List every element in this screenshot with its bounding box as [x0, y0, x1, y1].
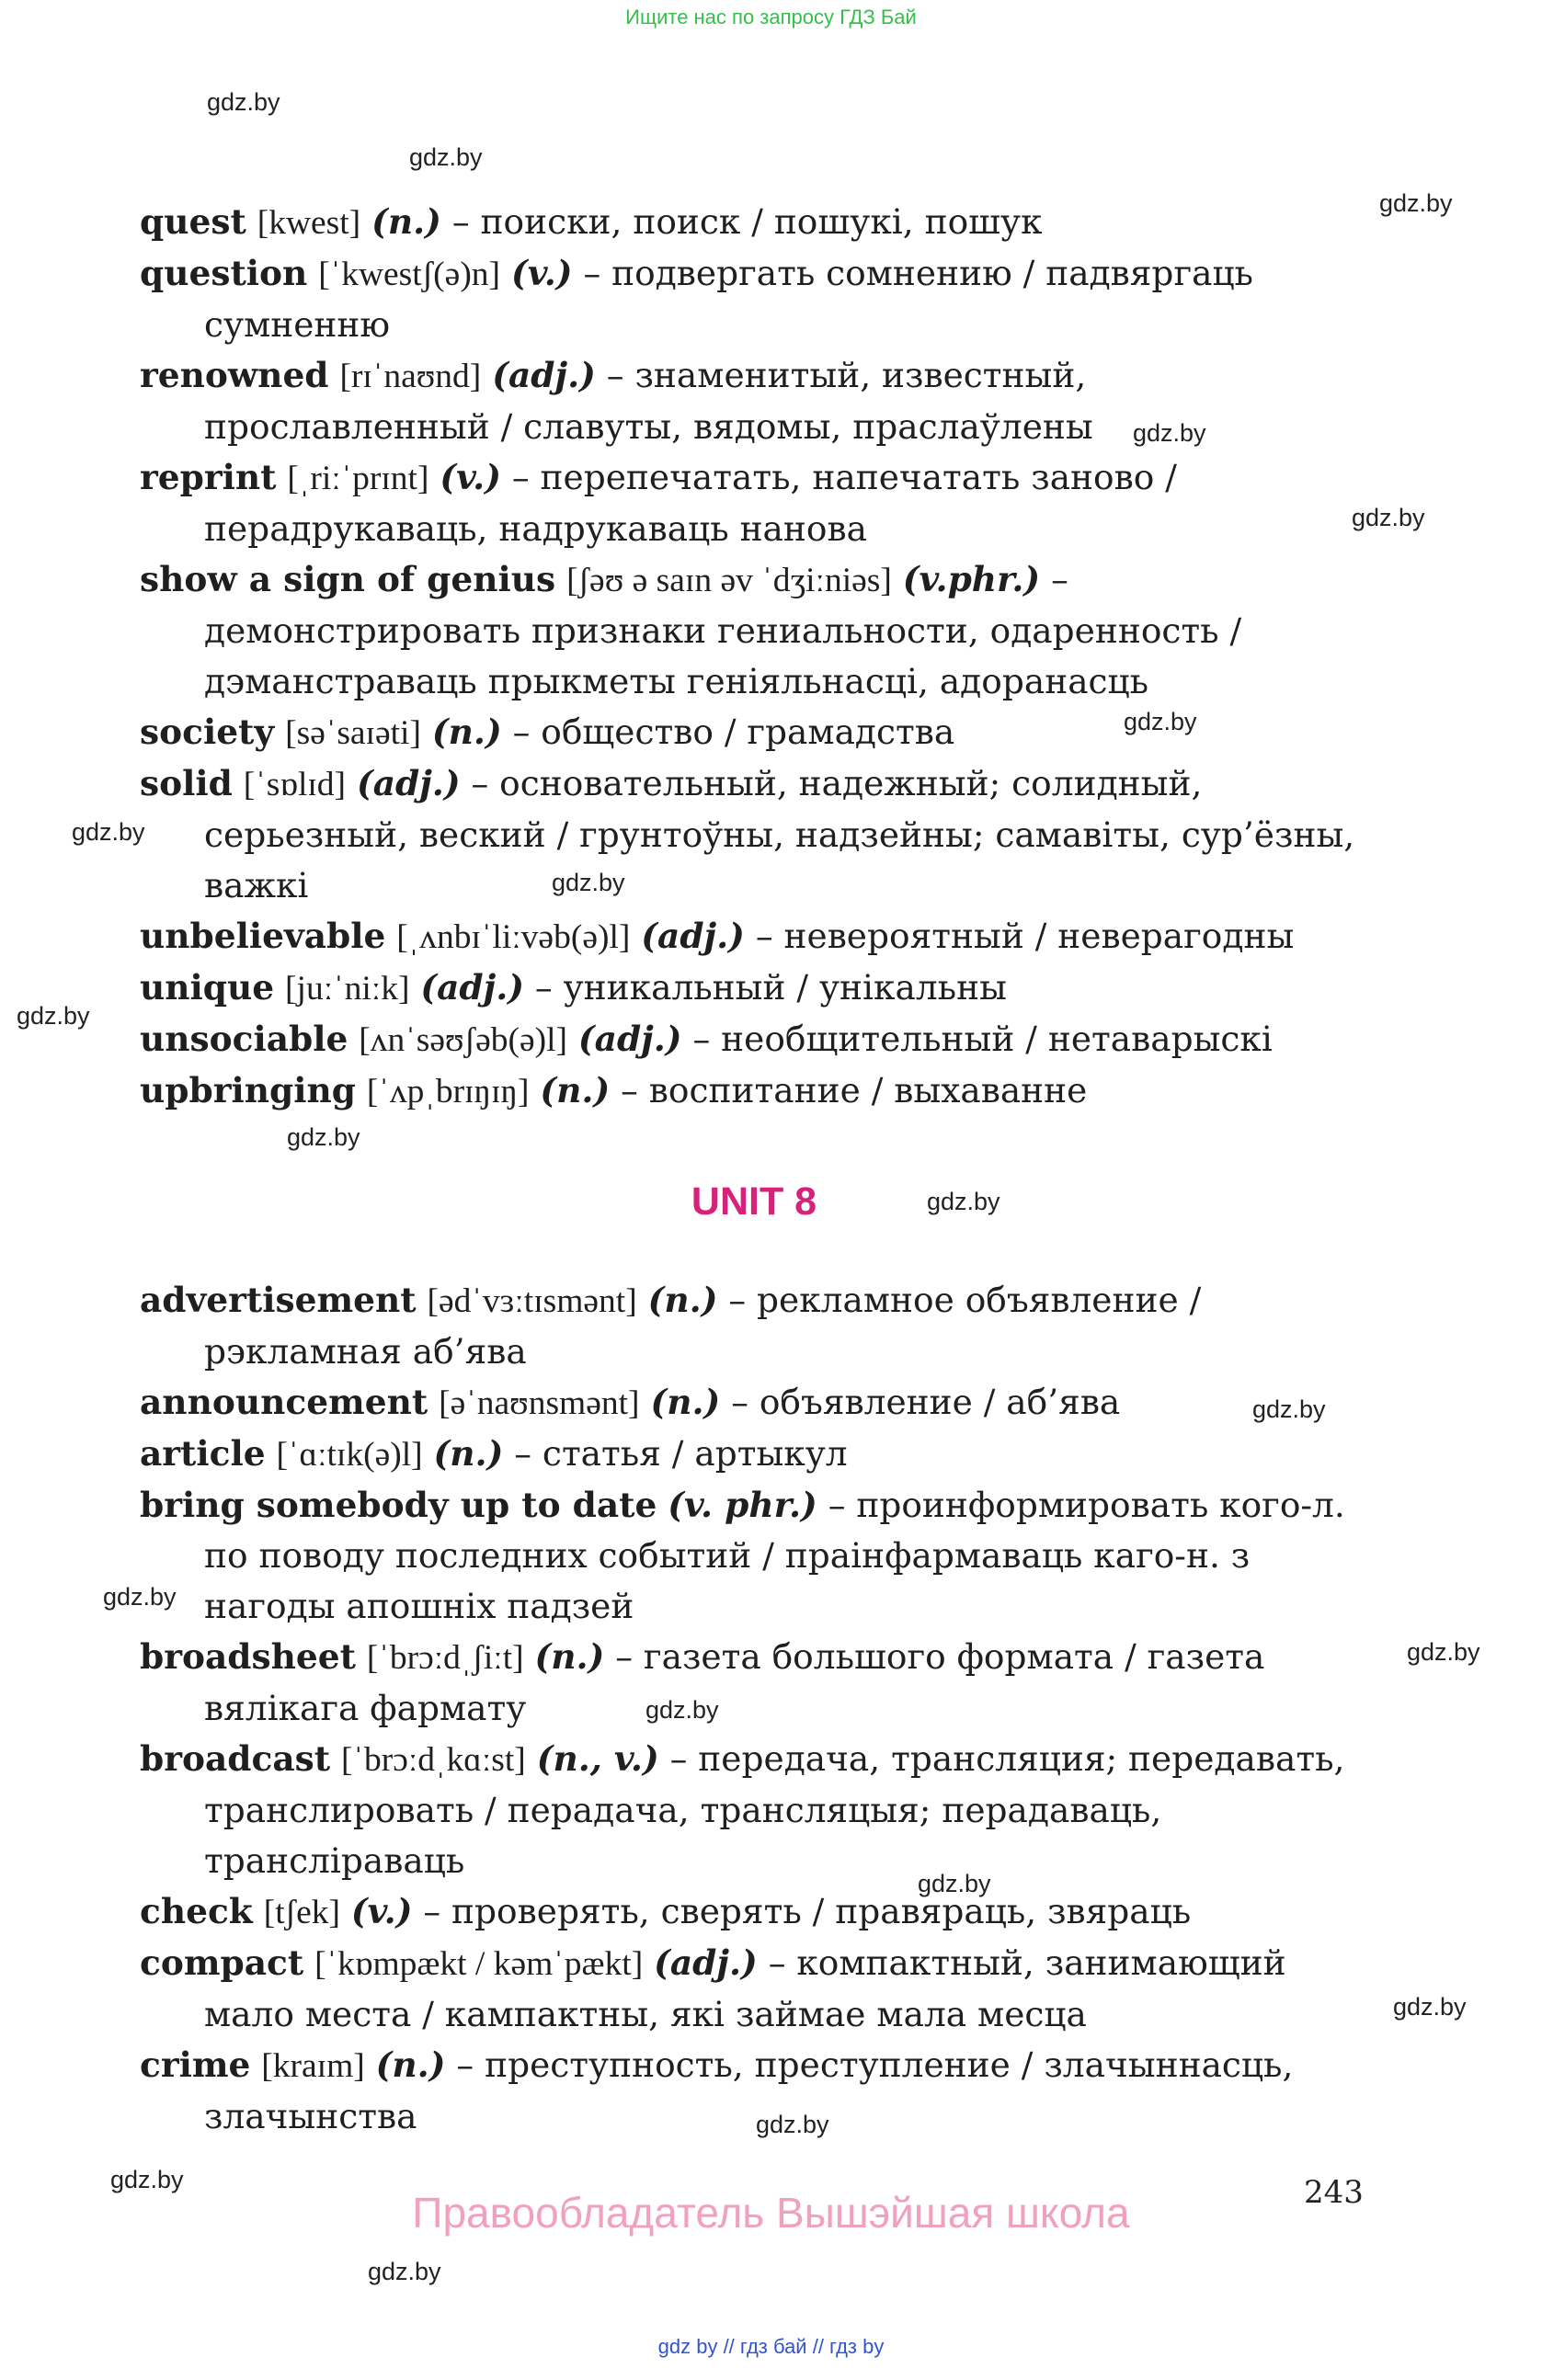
vocab-entry	[140, 1938, 1367, 2040]
headword: unsociable	[140, 1019, 348, 1059]
transcription: [ədˈvɜːtɪsmənt]	[427, 1282, 637, 1320]
translation: – воспитание / выхаванне	[621, 1070, 1088, 1110]
part-of-speech: (v.phr.)	[902, 559, 1041, 599]
headword: quest	[140, 201, 246, 242]
transcription: [ˌriːˈprɪnt]	[287, 460, 429, 497]
part-of-speech: (n.)	[534, 1636, 605, 1677]
vocab-entry	[140, 1734, 1367, 1886]
translation: – невероятный / неверагодны	[755, 916, 1295, 956]
watermark: gdz.by	[645, 1696, 719, 1724]
translation: – компактный, занимающий мало места / кампактны, які займае мала месца	[204, 1942, 1286, 2034]
headword: broadcast	[140, 1738, 331, 1779]
search-hint-link[interactable]: Ищите нас по запросу ГДЗ Бай	[625, 6, 917, 28]
transcription: [ʃəʊ ə saɪn əv ˈdʒiːniəs]	[566, 562, 892, 599]
unit-heading: UNIT 8	[691, 1179, 817, 1224]
translation: – перепечатать, напечатать заново / перадрукаваць, надрукаваць нанова	[204, 457, 1177, 549]
transcription: [əˈnaʊnsmənt]	[439, 1384, 640, 1422]
transcription: [ˈkɒmpækt / kəmˈpækt]	[314, 1945, 644, 1983]
part-of-speech: (v. phr.)	[668, 1485, 817, 1525]
watermark: gdz.by	[110, 2166, 184, 2193]
page-number: 243	[1304, 2174, 1364, 2211]
vocab-entry	[140, 350, 1367, 452]
part-of-speech: (n.)	[371, 201, 441, 242]
translation: – передача, трансляция; передавать, транслировать / перадача, трансляцыя; перадаваць, трансліраваць	[204, 1738, 1345, 1881]
transcription: [kraɪm]	[261, 2047, 365, 2085]
vocab-entry	[140, 1886, 1367, 1938]
vocab-entry	[140, 197, 1367, 248]
part-of-speech: (adj.)	[492, 355, 596, 395]
headword: reprint	[140, 457, 277, 497]
transcription: [juːˈniːk]	[285, 970, 410, 1008]
vocab-entry	[140, 1480, 1367, 1632]
vocab-entry	[140, 248, 1367, 350]
translation: – уникальный / унікальны	[534, 967, 1007, 1008]
watermark: gdz.by	[1352, 504, 1425, 531]
part-of-speech: (adj.)	[420, 967, 524, 1008]
transcription: [ʌnˈsəʊʃəb(ə)l]	[359, 1021, 567, 1059]
watermark: gdz.by	[1133, 419, 1206, 447]
headword: society	[140, 712, 275, 752]
vocab-entry	[140, 911, 1367, 962]
headword: show a sign of genius	[140, 559, 556, 599]
headword: question	[140, 253, 308, 293]
transcription: [ˈbrɔːdˌkɑːst]	[341, 1741, 526, 1779]
part-of-speech: (adj.)	[641, 916, 745, 956]
headword: broadsheet	[140, 1636, 356, 1677]
part-of-speech: (n.)	[431, 712, 502, 752]
part-of-speech: (v.)	[440, 457, 501, 497]
headword: article	[140, 1433, 266, 1474]
part-of-speech: (n.)	[375, 2044, 446, 2085]
translation: – необщительный / нетаварыскі	[692, 1019, 1273, 1059]
part-of-speech: (adj.)	[356, 763, 461, 803]
watermark: gdz.by	[287, 1123, 360, 1151]
translation: – преступность, преступление / злачыннасць, злачынства	[204, 2044, 1294, 2136]
translation: – рекламное объявление / рэкламная аб’ява	[204, 1280, 1202, 1372]
vocab-entry	[140, 707, 1367, 758]
headword: crime	[140, 2044, 251, 2085]
part-of-speech: (n.)	[647, 1280, 718, 1320]
translation: – основательный, надежный; солидный, серьезный, веский / грунтоўны, надзейны; самавіты, сур’ёзны, важкі	[204, 763, 1355, 905]
vocab-entry	[140, 1429, 1367, 1480]
watermark: gdz.by	[103, 1583, 177, 1611]
part-of-speech: (n.)	[433, 1433, 504, 1474]
transcription: [rɪˈnaʊnd]	[339, 358, 482, 395]
transcription: [tʃek]	[263, 1894, 340, 1931]
part-of-speech: (n., v.)	[536, 1738, 659, 1779]
part-of-speech: (n.)	[650, 1382, 721, 1422]
watermark: gdz.by	[756, 2111, 829, 2138]
watermark: gdz.by	[918, 1870, 991, 1897]
vocab-entry	[140, 758, 1367, 911]
headword: renowned	[140, 355, 329, 395]
part-of-speech: (adj.)	[654, 1942, 758, 1983]
translation: – демонстрировать признаки гениальности, одаренность / дэманстраваць прыкметы геніяльнасці, адоранасць	[204, 559, 1242, 701]
part-of-speech: (v.)	[350, 1891, 413, 1931]
translation: – газета большого формата / газета вялікага фармату	[204, 1636, 1265, 1728]
watermark: gdz.by	[1252, 1395, 1326, 1423]
vocab-entry	[140, 554, 1367, 707]
translation: – статья / артыкул	[514, 1433, 848, 1474]
site-links[interactable]: gdz by // гдз бай // гдз by	[657, 2335, 885, 2358]
vocab-entry	[140, 1065, 1367, 1117]
vocab-entry	[140, 962, 1367, 1014]
translation: – проверять, сверять / правяраць, звяраць	[423, 1891, 1192, 1931]
vocab-entry	[140, 1014, 1367, 1065]
vocab-entry	[140, 1632, 1367, 1734]
headword: upbringing	[140, 1070, 356, 1110]
part-of-speech: (v.)	[510, 253, 573, 293]
headword: advertisement	[140, 1280, 417, 1320]
vocab-entry	[140, 452, 1367, 554]
vocab-entry	[140, 1275, 1367, 1377]
translation: – проинформировать кого-л. по поводу последних событий / праінфармаваць каго-н. з нагоды апошніх падзей	[204, 1485, 1345, 1626]
headword: compact	[140, 1942, 304, 1983]
transcription: [kwest]	[257, 204, 361, 242]
watermark: gdz.by	[1407, 1638, 1480, 1666]
transcription: [ˈbrɔːdˌʃiːt]	[366, 1639, 524, 1677]
headword: check	[140, 1891, 253, 1931]
headword: solid	[140, 763, 233, 803]
headword: unique	[140, 967, 275, 1008]
copyright-notice: Правообладатель Вышэйшая школа	[412, 2189, 1130, 2237]
part-of-speech: (adj.)	[577, 1019, 682, 1059]
watermark: gdz.by	[207, 88, 280, 116]
vocabulary-list-previous-unit	[140, 197, 1367, 1117]
watermark: gdz.by	[72, 818, 145, 846]
headword: unbelievable	[140, 916, 386, 956]
translation: – поиски, поиск / пошукі, пошук	[451, 201, 1043, 242]
transcription: [ˈkwestʃ(ə)n]	[318, 256, 501, 293]
watermark: gdz.by	[368, 2258, 441, 2285]
part-of-speech: (n.)	[540, 1070, 611, 1110]
translation: – общество / грамадства	[512, 712, 955, 752]
vocab-entry	[140, 1377, 1367, 1429]
watermark: gdz.by	[927, 1188, 1000, 1215]
vocab-entry	[140, 2040, 1367, 2142]
watermark: gdz.by	[409, 143, 483, 171]
transcription: [ˈʌpˌbrɪŋɪŋ]	[366, 1073, 530, 1110]
translation: – объявление / аб’ява	[731, 1382, 1121, 1422]
vocabulary-list-unit-8	[140, 1275, 1367, 2142]
transcription: [ˈɑːtɪk(ə)l]	[276, 1436, 423, 1474]
watermark: gdz.by	[552, 869, 625, 896]
watermark: gdz.by	[1393, 1993, 1467, 2021]
translation: – знаменитый, известный, прославленный / славуты, вядомы, праслаўлены	[204, 355, 1093, 447]
translation: – подвергать сомнению / падвяргаць сумненню	[204, 253, 1253, 345]
transcription: [səˈsaɪəti]	[285, 714, 421, 752]
transcription: [ˈsɒlɪd]	[243, 766, 347, 803]
watermark: gdz.by	[1379, 189, 1453, 217]
watermark: gdz.by	[1124, 708, 1197, 735]
transcription: [ˌʌnbɪˈliːvəb(ə)l]	[396, 918, 631, 956]
headword: announcement	[140, 1382, 428, 1422]
watermark: gdz.by	[17, 1002, 90, 1030]
headword: bring somebody up to date	[140, 1485, 657, 1525]
